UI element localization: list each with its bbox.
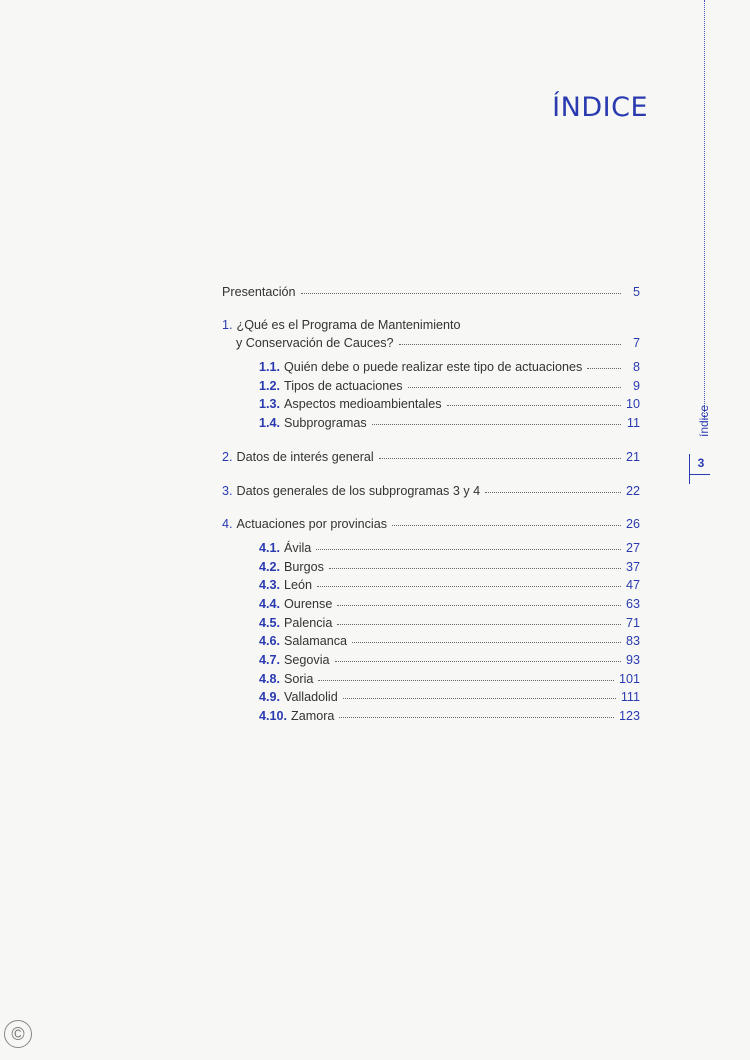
toc-entry-label: Burgos xyxy=(284,559,324,574)
toc-leader-dots xyxy=(339,705,614,718)
toc-leader-dots xyxy=(317,574,621,587)
toc-leader-dots xyxy=(392,513,621,526)
toc-entry-label: Quién debe o puede realizar este tipo de actuaciones xyxy=(284,360,583,375)
toc-entry-page: 7 xyxy=(632,336,640,351)
toc-entry-page: 5 xyxy=(632,285,640,299)
sidebar-bar xyxy=(689,454,690,484)
toc-entry-page: 11 xyxy=(626,416,640,431)
toc-entry-page: 47 xyxy=(625,578,640,593)
toc-leader-dots xyxy=(587,356,621,369)
toc-entry-label: ¿Qué es el Programa de Mantenimiento xyxy=(236,317,461,332)
sidebar-section-label: índice xyxy=(697,404,711,437)
copyright-icon: © xyxy=(4,1020,32,1048)
toc-entry-label: y Conservación de Cauces? xyxy=(236,336,394,351)
toc-entry-page: 10 xyxy=(625,397,640,412)
toc-entry-4-10[interactable] xyxy=(222,707,640,726)
toc-leader-dots xyxy=(337,593,621,606)
toc-entry-number: 3. xyxy=(222,483,233,498)
sidebar-page-number: 3 xyxy=(697,456,705,470)
toc-entry-label: Subprogramas xyxy=(284,416,367,431)
toc-entry-number: 1.4. xyxy=(259,416,281,431)
toc-entry-presentacion[interactable] xyxy=(222,283,640,302)
sidebar-dotted-rule xyxy=(704,0,705,420)
toc-entry-number: 4.3. xyxy=(259,578,281,593)
toc-leader-dots xyxy=(372,412,621,425)
toc-entry-label: Datos de interés general xyxy=(236,449,374,464)
toc-entry-4[interactable] xyxy=(222,515,640,534)
toc-leader-dots xyxy=(316,537,621,550)
toc-leader-dots xyxy=(485,480,621,493)
toc-entry-page: 111 xyxy=(620,690,640,705)
toc-entry-number: 4.6. xyxy=(259,634,281,649)
toc-entry-3[interactable] xyxy=(222,482,640,501)
toc-entry-label: Zamora xyxy=(291,709,335,724)
toc-entry-page: 22 xyxy=(625,483,640,498)
toc-entry-number: 4.4. xyxy=(259,596,281,611)
toc-entry-label: Ávila xyxy=(284,540,312,555)
toc-entry-number: 4.10. xyxy=(259,709,288,724)
toc-entry-page: 8 xyxy=(632,360,640,375)
toc-entry-page: 26 xyxy=(625,517,640,532)
toc-entry-page: 21 xyxy=(625,449,640,464)
toc-leader-dots xyxy=(337,612,621,625)
toc-entry-page: 27 xyxy=(625,540,640,555)
toc-leader-dots xyxy=(301,281,621,294)
toc-entry-label: Aspectos medioambientales xyxy=(284,397,442,412)
toc-entry-label: Ourense xyxy=(284,596,333,611)
toc-entry-page: 63 xyxy=(625,596,640,611)
toc-entry-label: Datos generales de los subprogramas 3 y 4 xyxy=(236,483,481,498)
toc-leader-dots xyxy=(447,393,621,406)
toc-entry-label: León xyxy=(284,578,313,593)
toc-leader-dots xyxy=(408,375,621,388)
toc-entry-label: Palencia xyxy=(284,615,333,630)
toc-entry-number: 4. xyxy=(222,517,233,532)
toc-entry-page: 83 xyxy=(625,634,640,649)
toc-entry-number: 4.1. xyxy=(259,540,281,555)
toc-entry-page: 9 xyxy=(632,378,640,393)
toc-entry-label: Salamanca xyxy=(284,634,348,649)
toc-leader-dots xyxy=(335,649,621,662)
toc-entry-number: 4.7. xyxy=(259,653,281,667)
toc-entry-number: 4.5. xyxy=(259,615,281,630)
toc-entry-label: Tipos de actuaciones xyxy=(284,378,403,393)
toc-entry-number: 1.2. xyxy=(259,378,281,393)
toc-leader-dots xyxy=(318,668,614,681)
sidebar-underline xyxy=(690,474,710,475)
toc-entry-1-4[interactable] xyxy=(222,414,640,433)
toc-entry-label: Soria xyxy=(284,671,314,686)
toc-entry-number: 4.8. xyxy=(259,671,281,686)
toc-entry-number: 1.3. xyxy=(259,397,281,412)
toc-entry-label: Presentación xyxy=(222,285,296,299)
toc-entry-label: Valladolid xyxy=(284,690,338,705)
toc-entry-page: 101 xyxy=(618,671,640,686)
toc-entry-2[interactable] xyxy=(222,448,640,467)
toc-leader-dots xyxy=(343,686,616,699)
toc-entry-label: Segovia xyxy=(284,653,330,667)
page-title: ÍNDICE xyxy=(552,92,648,123)
toc-leader-dots xyxy=(329,556,621,569)
toc-entry-number: 4.2. xyxy=(259,559,281,574)
toc-leader-dots xyxy=(399,332,621,345)
toc-entry-number: 2. xyxy=(222,449,233,464)
toc-leader-dots xyxy=(352,630,621,643)
toc-entry-page: 71 xyxy=(625,615,640,630)
toc-entry-1-continued[interactable] xyxy=(222,334,640,353)
toc-entry-number: 1.1. xyxy=(259,360,281,375)
toc-leader-dots xyxy=(379,446,621,459)
toc-entry-label: Actuaciones por provincias xyxy=(236,517,388,532)
toc-entry-number: 4.9. xyxy=(259,690,281,705)
toc-entry-page: 93 xyxy=(625,653,640,667)
table-of-contents xyxy=(222,283,640,726)
toc-entry-page: 37 xyxy=(625,559,640,574)
toc-entry-number: 1. xyxy=(222,317,233,332)
toc-entry-page: 123 xyxy=(618,709,640,724)
